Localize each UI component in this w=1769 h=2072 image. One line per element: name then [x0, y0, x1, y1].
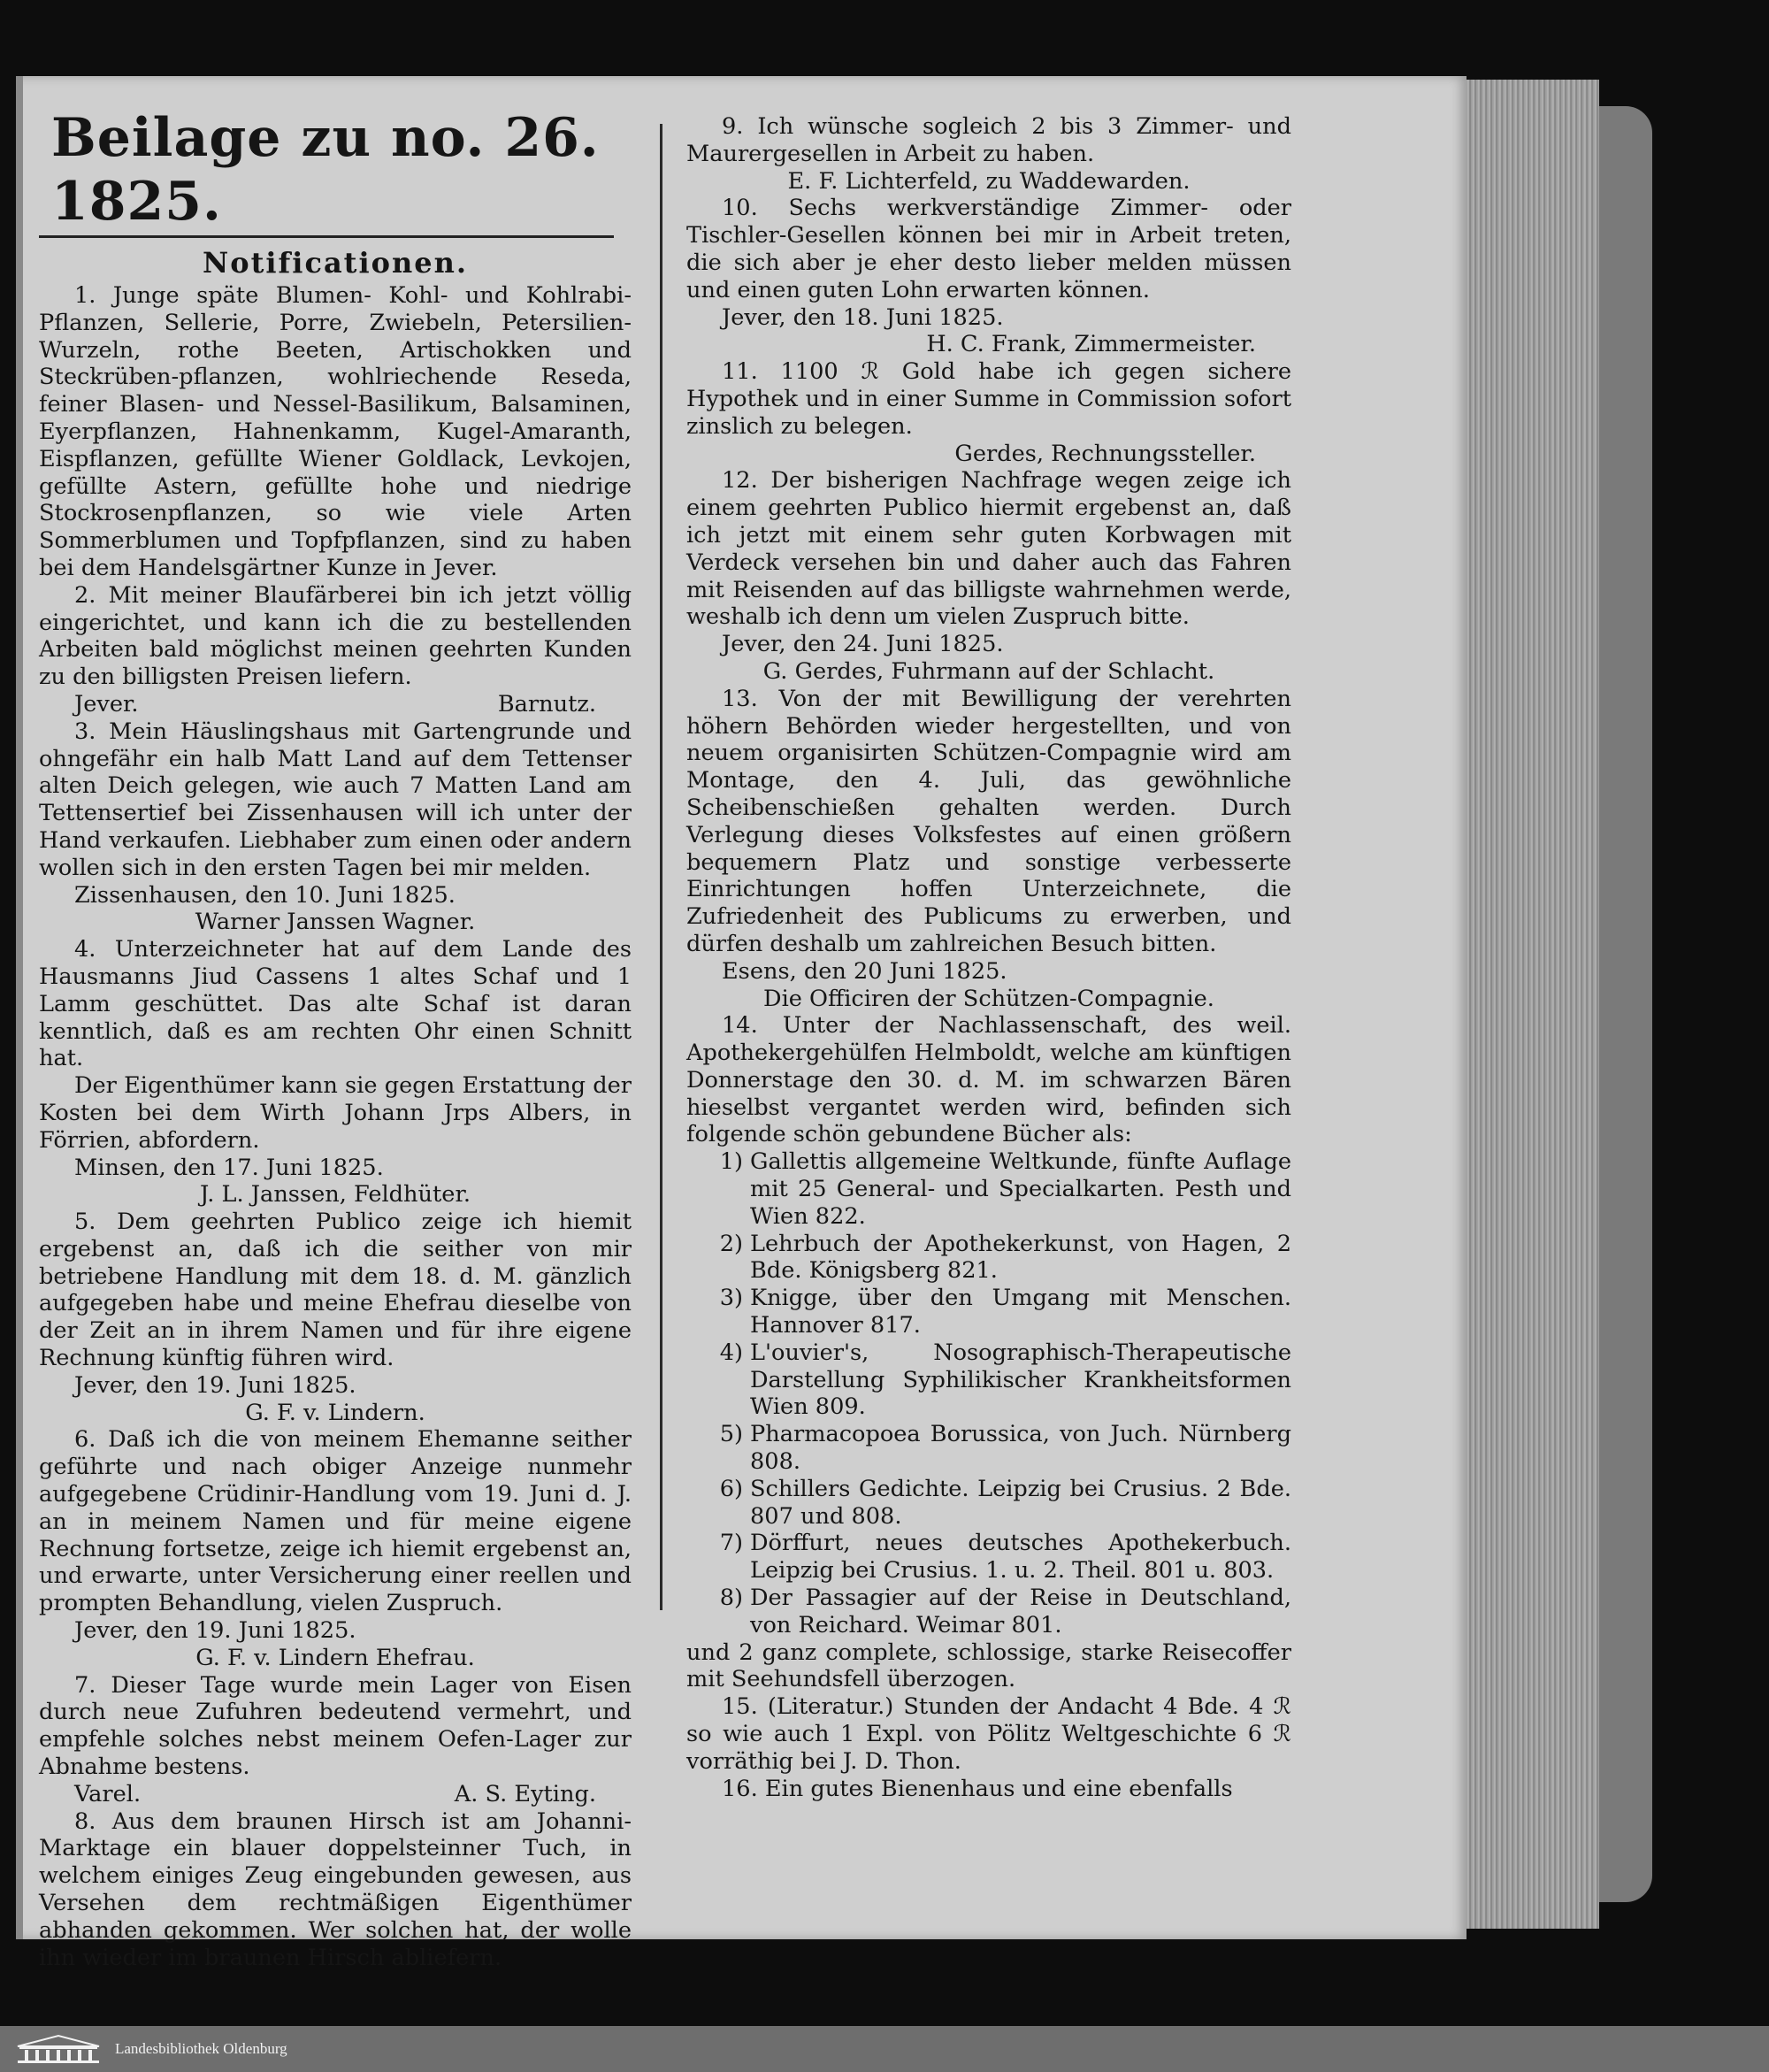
notice-place-date: Jever, den 19. Juni 1825. — [74, 1371, 356, 1399]
notice-5 — [39, 1209, 632, 1426]
notice-signer: Die Officiren der Schützen-Compagnie. — [763, 985, 1214, 1012]
notice-text: 13. Von der mit Bewilligung der verehrten höhern Behörden wieder hergestellten, und von neuem organisirten Schützen-Compagnie wird am Montage, den 4. Juli, das gewöhnliche Scheibenschießen gehalten werden. Durch Verlegung dieses Volksfestes auf einen größern bequemern Platz und sonstige verbesserte Einrichtungen hoffen Unterzeichnete, die Zufriedenheit des Publicums zu erwerben, und dürfen deshalb um zahlreichen Besuch bitten. — [686, 685, 1291, 957]
column-divider — [660, 124, 662, 1610]
book-cover-edge — [1599, 106, 1652, 1902]
notice-text: 1. Junge späte Blumen- Kohl- und Kohlrabi-Pflanzen, Sellerie, Porre, Zwiebeln, Petersilien-Wurzeln, rothe Beeten, Artischokken und Steckrüben-pflanzen, wohlriechende Reseda, feiner Blasen- und Nessel-Basilikum, Balsaminen, Eyerpflanzen, Hahnenkamm, Kugel-Amaranth, Eispflanzen, gefüllte Wiener Goldlack, Levkojen, gefüllte Astern, gefüllte hohe und niedrige Stockrosenpflanzen, so wie viele Arten Sommerblumen und Topfpflanzen, sind zu haben bei dem Handelsgärtner Kunze in Jever. — [39, 282, 632, 581]
notice-signature-line — [39, 1781, 632, 1808]
book-title: L'ouvier's, Nosographisch-Therapeutische Darstellung Syphilikischer Krankheitsformen Wien 809. — [750, 1339, 1291, 1421]
footer-bar — [0, 2026, 1769, 2072]
notice-9 — [686, 113, 1291, 195]
notice-signer: Barnutz. — [497, 690, 596, 718]
notice-11 — [686, 358, 1291, 467]
list-item — [686, 1148, 1291, 1230]
page-left-edge — [16, 76, 23, 1939]
notice-text: 6. Daß ich die von meinem Ehemanne seither geführte und nach obiger Anzeige nunmehr aufgegebene Crüdinir-Handlung vom 19. Juni d. J. an in meinem Namen und für meine eigene Rechnung fortsetze, zeige ich hiemit ergebenst an, und erwarte, unter Versicherung einer reellen und prompten Behandlung, vielen Zuspruch. — [39, 1426, 632, 1617]
book-number: 7) — [719, 1530, 743, 1557]
book-title: Knigge, über den Umgang mit Menschen. Hannover 817. — [750, 1285, 1291, 1339]
library-building-icon — [14, 2034, 103, 2064]
notice-3 — [39, 718, 632, 936]
list-item — [686, 1231, 1291, 1285]
notice-text: 11. 1100 ℛ Gold habe ich gegen sichere Hypothek und in einer Summe in Commission sofort zinslich zu belegen. — [686, 358, 1291, 440]
notice-signer: A. S. Eyting. — [454, 1780, 596, 1807]
right-column — [686, 113, 1291, 1802]
library-name: Landesbibliothek Oldenburg — [115, 2040, 287, 2057]
book-number: 1) — [719, 1148, 743, 1176]
book-number: 4) — [719, 1339, 743, 1366]
title-rule — [39, 235, 614, 238]
supplement-title: Beilage zu no. 26. 1825. — [51, 107, 600, 233]
list-item — [686, 1476, 1291, 1531]
book-number: 3) — [719, 1285, 743, 1312]
section-heading: Notificationen. — [203, 246, 468, 280]
notice-15 — [686, 1693, 1291, 1775]
notice-text-continued: und 2 ganz complete, schlossige, starke Reisecoffer mit Seehundsfell überzogen. — [686, 1638, 1291, 1693]
list-item — [686, 1585, 1291, 1639]
notice-text: 7. Dieser Tage wurde mein Lager von Eisen durch neue Zufuhren bedeutend vermehrt, und empfehle solches nebst meinem Oefen-Lager zur Abnahme bestens. — [39, 1671, 632, 1781]
list-item — [686, 1339, 1291, 1421]
left-column — [39, 106, 632, 1971]
book-title: Schillers Gedichte. Leipzig bei Crusius. 2 Bde. 807 und 808. — [750, 1475, 1291, 1530]
notice-signer: E. F. Lichterfeld, zu Waddewarden. — [787, 167, 1191, 195]
notice-text: 14. Unter der Nachlassenschaft, des weil. Apothekergehülfen Helmboldt, welche am künftigen Donnerstage den 30. d. M. im schwarzen Bären hieselbst vergantet werden wird, befinden sich folgende schön gebundene Bücher als: — [686, 1012, 1291, 1148]
list-item — [686, 1530, 1291, 1585]
notice-text: 2. Mit meiner Blaufärberei bin ich jetzt völlig eingerichtet, und kann ich die zu bestellenden Arbeiten bald möglichst meinen geehrten Kunden zu den billigsten Preisen liefern. — [39, 581, 632, 691]
book-title: Pharmacopoea Borussica, von Juch. Nürnberg 808. — [750, 1421, 1291, 1476]
notice-signer: G. Gerdes, Fuhrmann auf der Schlacht. — [762, 657, 1215, 685]
notice-signer: G. F. v. Lindern. — [245, 1399, 425, 1426]
notice-text-continued: Der Eigenthümer kann sie gegen Erstattung der Kosten bei dem Wirth Johann Jrps Albers, in Förrien, abfordern. — [39, 1072, 632, 1154]
notice-signer: H. C. Frank, Zimmermeister. — [926, 331, 1256, 358]
notice-16 — [686, 1776, 1291, 1803]
notice-signature-line — [39, 691, 632, 718]
notice-text: 3. Mein Häuslingshaus mit Gartengrunde und ohngefähr ein halb Matt Land auf dem Tettenser alten Deich gelegen, wie auch 7 Matten Land am Tettensertief bei Zissenhausen will ich unter der Hand verkaufen. Liebhaber zum einen oder andern wollen sich in den ersten Tagen bei mir melden. — [39, 718, 632, 881]
book-number: 8) — [719, 1585, 743, 1612]
notice-text: 4. Unterzeichneter hat auf dem Lande des Hausmanns Jiud Cassens 1 altes Schaf und 1 Lamm geschüttet. Das alte Schaf ist daran kenntlich, daß es am rechten Ohr einen Schnitt hat. — [39, 936, 632, 1072]
notice-4 — [39, 936, 632, 1209]
book-number: 2) — [719, 1230, 743, 1257]
notice-place-date: Minsen, den 17. Juni 1825. — [74, 1154, 384, 1181]
notice-2 — [39, 582, 632, 718]
notice-text: 16. Ein gutes Bienenhaus und eine ebenfalls — [722, 1775, 1233, 1802]
book-page-edges — [1467, 80, 1599, 1929]
book-title: Dörffurt, neues deutsches Apothekerbuch. Leipzig bei Crusius. 1. u. 2. Theil. 801 u. 803. — [750, 1530, 1291, 1585]
notice-8 — [39, 1808, 632, 1972]
list-item — [686, 1285, 1291, 1339]
notice-text: 9. Ich wünsche sogleich 2 bis 3 Zimmer- und Maurergesellen in Arbeit zu haben. — [686, 113, 1291, 167]
book-title: Der Passagier auf der Reise in Deutschland, von Reichard. Weimar 801. — [750, 1585, 1291, 1638]
notice-14 — [686, 1012, 1291, 1693]
notice-text: 10. Sechs werkverständige Zimmer- oder Tischler-Gesellen können bei mir in Arbeit treten, die sich aber je eher desto lieber melden müssen und einen guten Lohn erwarten können. — [686, 195, 1291, 303]
notice-13 — [686, 686, 1291, 1013]
notice-signer: Warner Janssen Wagner. — [195, 909, 476, 936]
notice-place: Jever. — [74, 690, 139, 718]
notice-text: 12. Der bisherigen Nachfrage wegen zeige ich einem geehrten Publico hiermit ergebenst an, daß ich jetzt mit einem sehr guten Korbwagen mit Verdeck versehen bin und daher auch das Fahren mit Reisenden auf das billigste wahrnehmen werde, weshalb ich denn um vielen Zuspruch bitte. — [686, 467, 1291, 631]
list-item — [686, 1421, 1291, 1476]
book-title: Lehrbuch der Apothekerkunst, von Hagen, 2 Bde. Königsberg 821. — [750, 1230, 1291, 1285]
notice-6 — [39, 1426, 632, 1671]
notice-place-date: Jever, den 18. Juni 1825. — [722, 303, 1004, 331]
notice-1 — [39, 282, 632, 582]
notice-text: 15. (Literatur.) Stunden der Andacht 4 Bde. 4 ℛ so wie auch 1 Expl. von Pölitz Weltgeschichte 6 ℛ vorräthig bei J. D. Thon. — [686, 1693, 1291, 1775]
notice-place-date: Esens, den 20 Juni 1825. — [722, 957, 1007, 985]
notice-place-date: Zissenhausen, den 10. Juni 1825. — [74, 881, 456, 909]
notice-place: Varel. — [74, 1780, 142, 1807]
book-list — [686, 1148, 1291, 1638]
notice-12 — [686, 467, 1291, 685]
notice-text: 8. Aus dem braunen Hirsch ist am Johanni-Marktage ein blauer doppelsteinner Tuch, in welchem einiges Zeug eingebunden gewesen, aus Versehen dem rechtmäßigen Eigenthümer abhanden gekommen. Wer solchen hat, der wolle ihn wieder im braunen Hirsch abliefern. — [39, 1807, 632, 1971]
notice-7 — [39, 1672, 632, 1808]
notice-signer: Gerdes, Rechnungssteller. — [954, 440, 1256, 467]
notice-place-date: Jever, den 19. Juni 1825. — [74, 1617, 356, 1645]
book-title: Gallettis allgemeine Weltkunde, fünfte Auflage mit 25 General- und Specialkarten. Pesth und Wien 822. — [750, 1148, 1291, 1230]
notice-place-date: Jever, den 24. Juni 1825. — [722, 631, 1004, 658]
notice-signer: J. L. Janssen, Feldhüter. — [199, 1181, 471, 1209]
notice-text: 5. Dem geehrten Publico zeige ich hiemit ergebenst an, daß ich die seither von mir betriebene Handlung mit dem 18. d. M. gänzlich aufgegeben habe und meine Ehefrau dieselbe von der Zeit an in ihrem Namen und für ihre eigene Rechnung künftig führen wird. — [39, 1209, 632, 1372]
book-number: 5) — [719, 1421, 743, 1448]
notice-signer: G. F. v. Lindern Ehefrau. — [195, 1644, 475, 1671]
notice-10 — [686, 195, 1291, 358]
book-number: 6) — [719, 1475, 743, 1502]
